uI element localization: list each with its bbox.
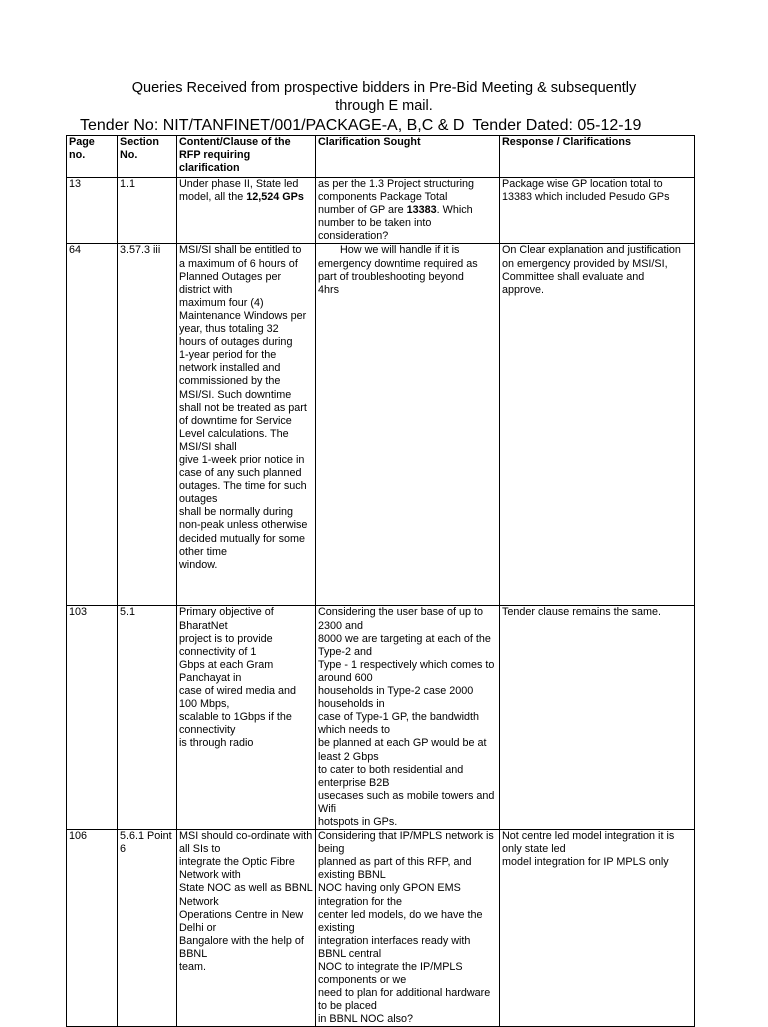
header-page-no: Page no. [67,136,118,178]
cell-content: Primary objective of BharatNet project is to provide connectivity of 1 Gbps at each Gram Panchayat in case of wired media and 100 Mbps, scalable to 1Gbps if the connectivity is through radio [177,606,316,830]
header-clarification-sought: Clarification Sought [316,136,500,178]
table-row [67,830,695,1027]
tender-info [80,117,641,135]
cell-clarification: Considering that IP/MPLS network is being planned as part of this RFP, and existing BBNL NOC having only GPON EMS integration for the center led models, do we have the existing integration interfaces ready with BBNL central NOC to integrate the IP/MPLS components or we need to plan for additional hardware to be placed in BBNL NOC also? [316,830,500,1027]
header-section-no: Section No. [118,136,177,178]
cell-clarification: as per the 1.3 Project structuring components Package Total number of GP are 13383. Which number to be taken into consideration? [316,178,500,244]
cell-section-no: 5.1 [118,606,177,830]
cell-response: Tender clause remains the same. [500,606,695,830]
cell-page-no: 106 [67,830,118,1027]
cell-section-no: 3.57.3 iii [118,244,177,606]
cell-section-no: 1.1 [118,178,177,244]
tender-date: Tender Dated: 05-12-19 [472,117,642,134]
table-row [67,606,695,830]
cell-content: MSI/SI shall be entitled to a maximum of 6 hours of Planned Outages per district with maximum four (4) Maintenance Windows per year, thus totaling 32 hours of outages during 1-year period for the network installed and commissioned by the MSI/SI. Such downtime shall not be treated as part of downtime for Service Level calculations. The MSI/SI shall give 1-week prior notice in case of any such planned outages. The time for such outages shall be normally during non-peak unless otherwise decided mutually for some other time window. [177,244,316,606]
cell-content: MSI should co-ordinate with all SIs to integrate the Optic Fibre Network with State NOC as well as BBNL Network Operations Centre in New Delhi or Bangalore with the help of BBNL team. [177,830,316,1027]
document-title [60,79,708,115]
cell-section-no: 5.6.1 Point 6 [118,830,177,1027]
cell-content: Under phase II, State led model, all the 12,524 GPs [177,178,316,244]
title-line-1: Queries Received from prospective bidders in Pre-Bid Meeting & subsequently [131,80,637,96]
table-row [67,178,695,244]
header-row [67,136,695,178]
cell-page-no: 13 [67,178,118,244]
header-content-clause: Content/Clause of the RFP requiring clarification [177,136,316,178]
title-line-2: through E mail. [335,98,433,114]
cell-response: On Clear explanation and justification on emergency provided by MSI/SI, Committee shall evaluate and approve. [500,244,695,606]
cell-response: Package wise GP location total to 13383 which included Pesudo GPs [500,178,695,244]
cell-clarification: Considering the user base of up to 2300 and 8000 we are targeting at each of the Type-2 and Type - 1 respectively which comes to around 600 households in Type-2 case 2000 households in case of Type-1 GP, the bandwidth which needs to be planned at each GP would be at least 2 Gbps to cater to both residential and enterprise B2B usecases such as mobile towers and Wifi hotspots in GPs. [316,606,500,830]
header-response: Response / Clarifications [500,136,695,178]
cell-page-no: 103 [67,606,118,830]
tender-number: Tender No: NIT/TANFINET/001/PACKAGE-A, B,C & D [80,117,465,134]
cell-clarification: How we will handle if it is emergency downtime required as part of troubleshooting beyond 4hrs [316,244,500,606]
cell-response: Not centre led model integration it is only state led model integration for IP MPLS only [500,830,695,1027]
queries-table [66,135,695,1027]
table-row [67,244,695,606]
cell-page-no: 64 [67,244,118,606]
